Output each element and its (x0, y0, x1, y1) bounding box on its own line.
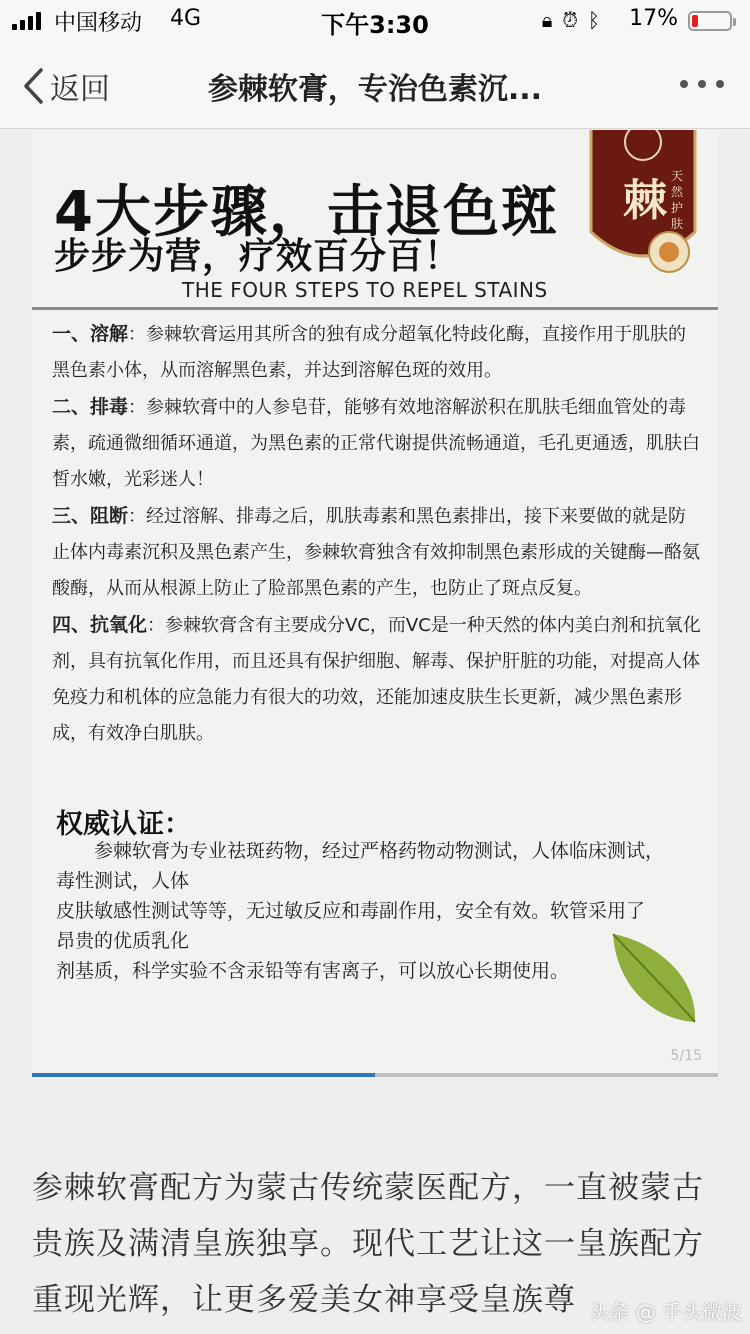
poster-english-caption: THE FOUR STEPS TO REPEL STAINS (182, 278, 548, 302)
svg-text:棘: 棘 (623, 175, 667, 226)
article-paragraph: 参棘软膏配方为蒙古传统蒙医配方，一直被蒙古贵族及满清皇族独享。现代工艺让这一皇族配方重现光辉，让更多爱美女神享受皇族尊 (32, 1170, 704, 1318)
leaf-icon (607, 930, 702, 1030)
certification-text: 参棘软膏为专业祛斑药物，经过严格药物动物测试，人体临床测试， 毒性测试，人体 皮肤敏感性测试等等，无过敏反应和毒副作用，安全有效。软管采用了 昂贵的优质乳化 剂基质，科学实验不含汞铅等有害离子，可以放心长期使用。 (56, 840, 665, 982)
divider (32, 307, 718, 310)
back-button[interactable] (22, 64, 110, 108)
page-indicator: 5/15 (670, 1048, 702, 1064)
poster-subheading: 步步为营，疗效百分百！ (54, 236, 462, 277)
alarm-icon: ⏰︎ (562, 8, 578, 32)
step-item: 二、排毒：参棘软膏中的人参皂苷，能够有效地溶解淤积在肌肤毛细血管处的毒素，疏通微细循环通道，为黑色素的正常代谢提供流畅通道，毛孔更通透，肌肤白皙水嫩，光彩迷人！ (52, 396, 700, 490)
orientation-lock-icon: 🔒︎ (541, 8, 553, 32)
battery-icon (688, 11, 732, 31)
svg-text:天: 天 (671, 169, 684, 183)
step-item: 一、溶解：参棘软膏运用其所含的独有成分超氧化特歧化酶，直接作用于肌肤的黑色素小体，从而溶解黑色素，并达到溶解色斑的效用。 (52, 323, 687, 381)
svg-text:护: 护 (671, 201, 684, 215)
more-options-icon[interactable] (680, 80, 724, 88)
step-item: 三、阻断：经过溶解、排毒之后，肌肤毒素和黑色素排出，接下来要做的就是防止体内毒素沉积及黑色素产生，参棘软膏独含有效抑制黑色素形成的关键酶—酪氨酸酶，从而从根源上防止了脸部黑色素的产生，也防止了斑点反复。 (52, 505, 700, 599)
status-bar (0, 0, 750, 42)
watermark: 头条 @ 手头微波 (589, 1300, 742, 1324)
poster-heading: 4大步骤，击退色斑 (54, 180, 559, 245)
navigation-bar (0, 42, 750, 129)
certification-heading: 权威认证： (56, 809, 191, 840)
steps-list (52, 316, 702, 752)
back-label: 返回 (50, 72, 110, 107)
svg-text:然: 然 (671, 185, 684, 199)
chevron-left-icon (22, 68, 44, 104)
battery-percent: 17% (629, 6, 678, 31)
poster-image[interactable] (32, 130, 718, 1074)
product-badge-logo (587, 130, 699, 280)
svg-text:肤: 肤 (671, 217, 684, 231)
status-time: 下午3:30 (321, 11, 429, 39)
step-item: 四、抗氧化：参棘软膏含有主要成分VC，而VC是一种天然的体内美白剂和抗氧化剂，具有抗氧化作用，而且还具有保护细胞、解毒、保护肝脏的功能，对提高人体免疫力和机体的应急能力有很大的功效，还能加速皮肤生长更新，减少黑色素形成，有效净白肌肤。 (52, 614, 701, 744)
page-title: 参棘软膏，专治色素沉... (207, 72, 543, 107)
bluetooth-icon: ᛒ (588, 8, 600, 32)
gallery-progress-bar (32, 1073, 718, 1077)
network-type: 4G (170, 6, 202, 31)
carrier-name: 中国移动 (54, 11, 143, 36)
